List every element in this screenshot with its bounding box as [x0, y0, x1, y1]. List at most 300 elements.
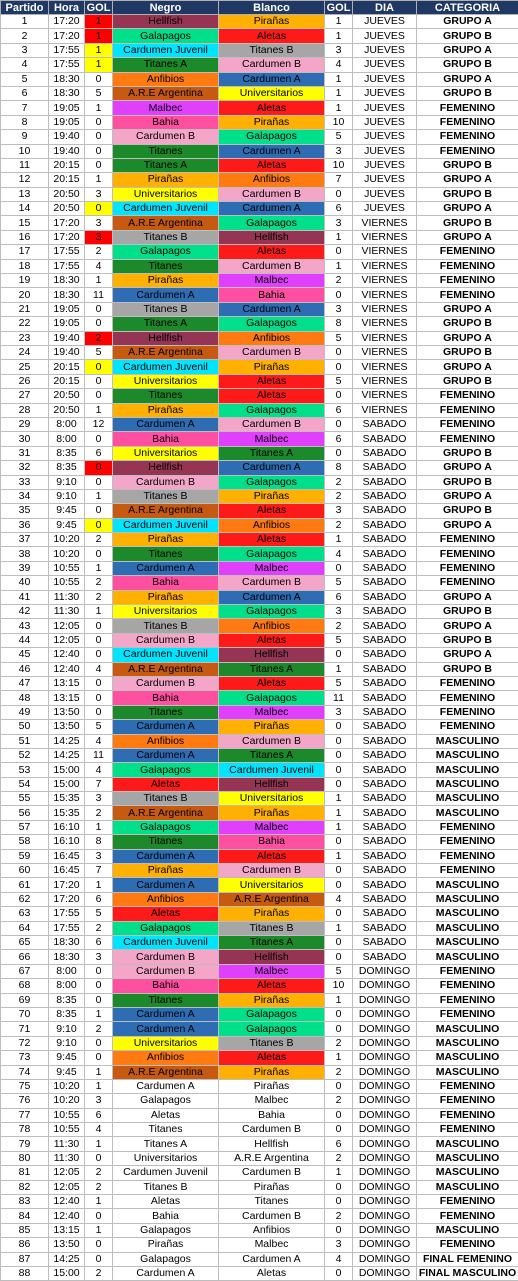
dia-cell: DOMINGO	[353, 979, 417, 993]
dia-cell: VIERNES	[353, 216, 417, 230]
hora-cell: 13:50	[49, 705, 85, 719]
gol-blanco-cell: 0	[325, 1022, 353, 1036]
hora-cell: 14:25	[49, 734, 85, 748]
hora-cell: 8:00	[49, 964, 85, 978]
blanco-team-cell: Galapagos	[219, 691, 325, 705]
negro-team-cell: Universitarios	[113, 187, 219, 201]
dia-cell: DOMINGO	[353, 1223, 417, 1237]
dia-cell: SABADO	[353, 432, 417, 446]
gol-blanco-cell: 2	[325, 475, 353, 489]
gol-blanco-cell: 2	[325, 274, 353, 288]
categoria-cell: MASCULINO	[417, 1223, 518, 1237]
dia-cell: SABADO	[353, 446, 417, 460]
blanco-team-cell: Titanes A	[219, 936, 325, 950]
table-row	[1, 950, 518, 964]
negro-team-cell: Bahia	[113, 691, 219, 705]
hora-cell: 16:45	[49, 864, 85, 878]
dia-cell: JUEVES	[353, 15, 417, 29]
gol-blanco-cell: 2	[325, 518, 353, 532]
hora-cell: 11:30	[49, 590, 85, 604]
table-row	[1, 1223, 518, 1237]
blanco-team-cell: Cardumen B	[219, 1123, 325, 1137]
partido-cell: 78	[1, 1123, 49, 1137]
hora-cell: 12:40	[49, 662, 85, 676]
gol-negro-cell: 6	[85, 1108, 113, 1122]
table-row	[1, 979, 518, 993]
hora-cell: 17:55	[49, 43, 85, 57]
negro-team-cell: Universitarios	[113, 446, 219, 460]
negro-team-cell: Galapagos	[113, 1223, 219, 1237]
partido-cell: 83	[1, 1195, 49, 1209]
categoria-cell: MASCULINO	[417, 1180, 518, 1194]
hora-cell: 14:25	[49, 748, 85, 762]
hora-cell: 8:00	[49, 417, 85, 431]
categoria-cell: GRUPO A	[417, 489, 518, 503]
categoria-cell: FEMENINO	[417, 130, 518, 144]
blanco-team-cell: Titanes A	[219, 446, 325, 460]
categoria-cell: GRUPO B	[417, 58, 518, 72]
dia-cell: VIERNES	[353, 274, 417, 288]
table-row	[1, 590, 518, 604]
gol-negro-cell: 2	[85, 921, 113, 935]
partido-cell: 68	[1, 979, 49, 993]
dia-cell: VIERNES	[353, 331, 417, 345]
table-row	[1, 1180, 518, 1194]
gol-negro-cell: 0	[85, 432, 113, 446]
negro-team-cell: Cardumen Juvenil	[113, 43, 219, 57]
categoria-cell: GRUPO B	[417, 605, 518, 619]
dia-cell: DOMINGO	[353, 1137, 417, 1151]
negro-team-cell: Universitarios	[113, 1151, 219, 1165]
gol-blanco-cell: 0	[325, 288, 353, 302]
hora-cell: 17:20	[49, 878, 85, 892]
gol-blanco-cell: 1	[325, 820, 353, 834]
table-row	[1, 1166, 518, 1180]
partido-cell: 38	[1, 547, 49, 561]
categoria-cell: FEMENINO	[417, 1094, 518, 1108]
categoria-cell: GRUPO B	[417, 158, 518, 172]
gol-blanco-cell: 1	[325, 1051, 353, 1065]
hora-cell: 19:05	[49, 317, 85, 331]
partido-cell: 31	[1, 446, 49, 460]
hora-cell: 11:30	[49, 1137, 85, 1151]
gol-negro-cell: 2	[85, 1266, 113, 1280]
hora-cell: 18:30	[49, 72, 85, 86]
blanco-team-cell: Pirañas	[219, 115, 325, 129]
gol-blanco-cell: 0	[325, 648, 353, 662]
table-row	[1, 964, 518, 978]
table-row	[1, 173, 518, 187]
gol-blanco-cell: 1	[325, 849, 353, 863]
header-gol-blanco: GOL	[325, 1, 353, 15]
partido-cell: 50	[1, 720, 49, 734]
gol-negro-cell: 1	[85, 15, 113, 29]
gol-blanco-cell: 5	[325, 633, 353, 647]
gol-blanco-cell: 11	[325, 691, 353, 705]
hora-cell: 17:20	[49, 230, 85, 244]
dia-cell: VIERNES	[353, 302, 417, 316]
partido-cell: 57	[1, 820, 49, 834]
dia-cell: JUEVES	[353, 72, 417, 86]
negro-team-cell: Cardumen A	[113, 1007, 219, 1021]
gol-blanco-cell: 3	[325, 1238, 353, 1252]
blanco-team-cell: Aletas	[219, 374, 325, 388]
partido-cell: 20	[1, 288, 49, 302]
gol-blanco-cell: 0	[325, 1180, 353, 1194]
blanco-team-cell: Titanes B	[219, 1036, 325, 1050]
gol-blanco-cell: 1	[325, 533, 353, 547]
negro-team-cell: Titanes	[113, 705, 219, 719]
table-row	[1, 374, 518, 388]
negro-team-cell: Cardumen A	[113, 1022, 219, 1036]
table-row	[1, 676, 518, 690]
table-row	[1, 734, 518, 748]
table-row	[1, 489, 518, 503]
gol-negro-cell: 2	[85, 806, 113, 820]
table-row	[1, 144, 518, 158]
blanco-team-cell: Universitarios	[219, 792, 325, 806]
gol-blanco-cell: 2	[325, 1209, 353, 1223]
categoria-cell: FEMENINO	[417, 101, 518, 115]
categoria-cell: FEMENINO	[417, 432, 518, 446]
negro-team-cell: Pirañas	[113, 274, 219, 288]
gol-negro-cell: 0	[85, 461, 113, 475]
gol-negro-cell: 0	[85, 317, 113, 331]
negro-team-cell: Cardumen B	[113, 950, 219, 964]
categoria-cell: MASCULINO	[417, 921, 518, 935]
hora-cell: 11:30	[49, 605, 85, 619]
gol-blanco-cell: 0	[325, 748, 353, 762]
blanco-team-cell: Aletas	[219, 533, 325, 547]
gol-blanco-cell: 0	[325, 907, 353, 921]
dia-cell: DOMINGO	[353, 1238, 417, 1252]
blanco-team-cell: Universitarios	[219, 86, 325, 100]
gol-blanco-cell: 5	[325, 576, 353, 590]
gol-negro-cell: 4	[85, 662, 113, 676]
dia-cell: SABADO	[353, 605, 417, 619]
table-row	[1, 345, 518, 359]
table-row	[1, 1007, 518, 1021]
categoria-cell: GRUPO A	[417, 202, 518, 216]
hora-cell: 17:55	[49, 259, 85, 273]
table-row	[1, 1108, 518, 1122]
hora-cell: 15:00	[49, 777, 85, 791]
hora-cell: 10:55	[49, 561, 85, 575]
dia-cell: SABADO	[353, 864, 417, 878]
dia-cell: JUEVES	[353, 29, 417, 43]
negro-team-cell: Bahia	[113, 979, 219, 993]
hora-cell: 12:05	[49, 633, 85, 647]
negro-team-cell: Cardumen B	[113, 633, 219, 647]
categoria-cell: FEMENINO	[417, 403, 518, 417]
gol-blanco-cell: 0	[325, 1108, 353, 1122]
blanco-team-cell: Cardumen Juvenil	[219, 763, 325, 777]
categoria-cell: GRUPO B	[417, 345, 518, 359]
gol-blanco-cell: 3	[325, 705, 353, 719]
blanco-team-cell: Pirañas	[219, 720, 325, 734]
blanco-team-cell: Cardumen B	[219, 1166, 325, 1180]
table-row	[1, 748, 518, 762]
negro-team-cell: Cardumen A	[113, 748, 219, 762]
blanco-team-cell: Aletas	[219, 504, 325, 518]
partido-cell: 24	[1, 345, 49, 359]
dia-cell: VIERNES	[353, 374, 417, 388]
partido-cell: 88	[1, 1266, 49, 1280]
categoria-cell: GRUPO B	[417, 475, 518, 489]
gol-blanco-cell: 0	[325, 245, 353, 259]
blanco-team-cell: Anfibios	[219, 1223, 325, 1237]
negro-team-cell: Titanes	[113, 144, 219, 158]
table-row	[1, 921, 518, 935]
partido-cell: 34	[1, 489, 49, 503]
negro-team-cell: Cardumen B	[113, 475, 219, 489]
partido-cell: 9	[1, 130, 49, 144]
gol-blanco-cell: 0	[325, 734, 353, 748]
negro-team-cell: Bahia	[113, 115, 219, 129]
dia-cell: SABADO	[353, 518, 417, 532]
gol-negro-cell: 4	[85, 259, 113, 273]
gol-blanco-cell: 0	[325, 187, 353, 201]
blanco-team-cell: Malbec	[219, 820, 325, 834]
table-row	[1, 58, 518, 72]
blanco-team-cell: Aletas	[219, 245, 325, 259]
blanco-team-cell: Cardumen B	[219, 417, 325, 431]
dia-cell: VIERNES	[353, 403, 417, 417]
negro-team-cell: Aletas	[113, 907, 219, 921]
negro-team-cell: Aletas	[113, 777, 219, 791]
negro-team-cell: Galapagos	[113, 1094, 219, 1108]
table-row	[1, 1036, 518, 1050]
gol-blanco-cell: 1	[325, 259, 353, 273]
hora-cell: 9:45	[49, 1051, 85, 1065]
gol-blanco-cell: 1	[325, 662, 353, 676]
blanco-team-cell: Malbec	[219, 964, 325, 978]
blanco-team-cell: Pirañas	[219, 993, 325, 1007]
partido-cell: 6	[1, 86, 49, 100]
blanco-team-cell: A.R.E Argentina	[219, 892, 325, 906]
categoria-cell: FEMENINO	[417, 1123, 518, 1137]
blanco-team-cell: Pirañas	[219, 1065, 325, 1079]
table-row	[1, 878, 518, 892]
gol-negro-cell: 1	[85, 1195, 113, 1209]
partido-cell: 41	[1, 590, 49, 604]
table-row	[1, 43, 518, 57]
hora-cell: 11:30	[49, 1151, 85, 1165]
blanco-team-cell: Aletas	[219, 979, 325, 993]
categoria-cell: FEMENINO	[417, 676, 518, 690]
gol-negro-cell: 1	[85, 274, 113, 288]
dia-cell: SABADO	[353, 547, 417, 561]
hora-cell: 12:40	[49, 1209, 85, 1223]
dia-cell: SABADO	[353, 936, 417, 950]
gol-blanco-cell: 4	[325, 892, 353, 906]
dia-cell: SABADO	[353, 489, 417, 503]
dia-cell: JUEVES	[353, 187, 417, 201]
partido-cell: 5	[1, 72, 49, 86]
negro-team-cell: Pirañas	[113, 1238, 219, 1252]
hora-cell: 19:40	[49, 331, 85, 345]
categoria-cell: FEMENINO	[417, 389, 518, 403]
gol-negro-cell: 0	[85, 1051, 113, 1065]
gol-blanco-cell: 2	[325, 1036, 353, 1050]
table-row	[1, 518, 518, 532]
table-row	[1, 446, 518, 460]
gol-blanco-cell: 0	[325, 1079, 353, 1093]
partido-cell: 67	[1, 964, 49, 978]
dia-cell: SABADO	[353, 705, 417, 719]
blanco-team-cell: Cardumen A	[219, 202, 325, 216]
dia-cell: SABADO	[353, 892, 417, 906]
blanco-team-cell: Titanes B	[219, 43, 325, 57]
partido-cell: 12	[1, 173, 49, 187]
dia-cell: VIERNES	[353, 389, 417, 403]
gol-negro-cell: 1	[85, 43, 113, 57]
negro-team-cell: Cardumen A	[113, 849, 219, 863]
dia-cell: DOMINGO	[353, 1180, 417, 1194]
partido-cell: 10	[1, 144, 49, 158]
blanco-team-cell: Galapagos	[219, 130, 325, 144]
negro-team-cell: Cardumen A	[113, 288, 219, 302]
negro-team-cell: Pirañas	[113, 590, 219, 604]
negro-team-cell: A.R.E Argentina	[113, 662, 219, 676]
partido-cell: 77	[1, 1108, 49, 1122]
table-row	[1, 1151, 518, 1165]
table-row	[1, 475, 518, 489]
blanco-team-cell: Universitarios	[219, 878, 325, 892]
table-body	[1, 15, 518, 1281]
categoria-cell: GRUPO A	[417, 518, 518, 532]
gol-blanco-cell: 5	[325, 374, 353, 388]
categoria-cell: FEMENINO	[417, 417, 518, 431]
negro-team-cell: Aletas	[113, 1108, 219, 1122]
dia-cell: SABADO	[353, 806, 417, 820]
gol-negro-cell: 2	[85, 1166, 113, 1180]
categoria-cell: FEMENINO	[417, 835, 518, 849]
negro-team-cell: Cardumen A	[113, 720, 219, 734]
gol-negro-cell: 2	[85, 245, 113, 259]
hora-cell: 10:55	[49, 576, 85, 590]
dia-cell: DOMINGO	[353, 1036, 417, 1050]
gol-blanco-cell: 1	[325, 792, 353, 806]
blanco-team-cell: Aletas	[219, 849, 325, 863]
negro-team-cell: Galapagos	[113, 820, 219, 834]
categoria-cell: FEMENINO	[417, 864, 518, 878]
table-row	[1, 1051, 518, 1065]
blanco-team-cell: Galapagos	[219, 317, 325, 331]
partido-cell: 84	[1, 1209, 49, 1223]
gol-negro-cell: 1	[85, 605, 113, 619]
blanco-team-cell: Cardumen A	[219, 144, 325, 158]
gol-negro-cell: 5	[85, 86, 113, 100]
categoria-cell: FEMENINO	[417, 820, 518, 834]
categoria-cell: GRUPO B	[417, 504, 518, 518]
categoria-cell: FINAL MASCULINO	[417, 1266, 518, 1280]
dia-cell: SABADO	[353, 475, 417, 489]
gol-negro-cell: 1	[85, 1065, 113, 1079]
hora-cell: 20:15	[49, 158, 85, 172]
categoria-cell: FEMENINO	[417, 720, 518, 734]
categoria-cell: GRUPO B	[417, 662, 518, 676]
gol-negro-cell: 2	[85, 331, 113, 345]
blanco-team-cell: Aletas	[219, 676, 325, 690]
gol-negro-cell: 0	[85, 302, 113, 316]
negro-team-cell: Bahia	[113, 432, 219, 446]
categoria-cell: MASCULINO	[417, 806, 518, 820]
dia-cell: SABADO	[353, 648, 417, 662]
categoria-cell: MASCULINO	[417, 777, 518, 791]
dia-cell: DOMINGO	[353, 1123, 417, 1137]
gol-blanco-cell: 10	[325, 115, 353, 129]
categoria-cell: MASCULINO	[417, 1022, 518, 1036]
dia-cell: SABADO	[353, 561, 417, 575]
partido-cell: 61	[1, 878, 49, 892]
partido-cell: 79	[1, 1137, 49, 1151]
partido-cell: 48	[1, 691, 49, 705]
gol-negro-cell: 0	[85, 1151, 113, 1165]
gol-negro-cell: 0	[85, 475, 113, 489]
table-row	[1, 389, 518, 403]
blanco-team-cell: Malbec	[219, 1238, 325, 1252]
table-row	[1, 15, 518, 29]
blanco-team-cell: Anfibios	[219, 619, 325, 633]
gol-blanco-cell: 4	[325, 58, 353, 72]
blanco-team-cell: Aletas	[219, 1051, 325, 1065]
partido-cell: 39	[1, 561, 49, 575]
negro-team-cell: Cardumen Juvenil	[113, 648, 219, 662]
partido-cell: 19	[1, 274, 49, 288]
gol-blanco-cell: 0	[325, 360, 353, 374]
table-row	[1, 417, 518, 431]
dia-cell: JUEVES	[353, 58, 417, 72]
partido-cell: 63	[1, 907, 49, 921]
negro-team-cell: Aletas	[113, 1195, 219, 1209]
table-row	[1, 187, 518, 201]
gol-blanco-cell: 1	[325, 921, 353, 935]
categoria-cell: FEMENINO	[417, 691, 518, 705]
gol-negro-cell: 0	[85, 518, 113, 532]
gol-negro-cell: 11	[85, 748, 113, 762]
blanco-team-cell: Cardumen A	[219, 72, 325, 86]
table-row	[1, 259, 518, 273]
partido-cell: 87	[1, 1252, 49, 1266]
dia-cell: SABADO	[353, 820, 417, 834]
gol-blanco-cell: 0	[325, 446, 353, 460]
negro-team-cell: Titanes	[113, 259, 219, 273]
blanco-team-cell: Aletas	[219, 101, 325, 115]
table-row	[1, 101, 518, 115]
negro-team-cell: Galapagos	[113, 245, 219, 259]
gol-blanco-cell: 0	[325, 864, 353, 878]
negro-team-cell: A.R.E Argentina	[113, 216, 219, 230]
categoria-cell: MASCULINO	[417, 763, 518, 777]
negro-team-cell: A.R.E Argentina	[113, 504, 219, 518]
partido-cell: 21	[1, 302, 49, 316]
negro-team-cell: Pirañas	[113, 864, 219, 878]
hora-cell: 12:05	[49, 619, 85, 633]
hora-cell: 17:20	[49, 15, 85, 29]
dia-cell: DOMINGO	[353, 964, 417, 978]
partido-cell: 44	[1, 633, 49, 647]
categoria-cell: FINAL FEMENINO	[417, 1252, 518, 1266]
gol-negro-cell: 0	[85, 72, 113, 86]
gol-blanco-cell: 4	[325, 547, 353, 561]
categoria-cell: FEMENINO	[417, 1209, 518, 1223]
hora-cell: 9:10	[49, 1036, 85, 1050]
gol-negro-cell: 0	[85, 676, 113, 690]
blanco-team-cell: Galapagos	[219, 605, 325, 619]
partido-cell: 23	[1, 331, 49, 345]
partido-cell: 8	[1, 115, 49, 129]
